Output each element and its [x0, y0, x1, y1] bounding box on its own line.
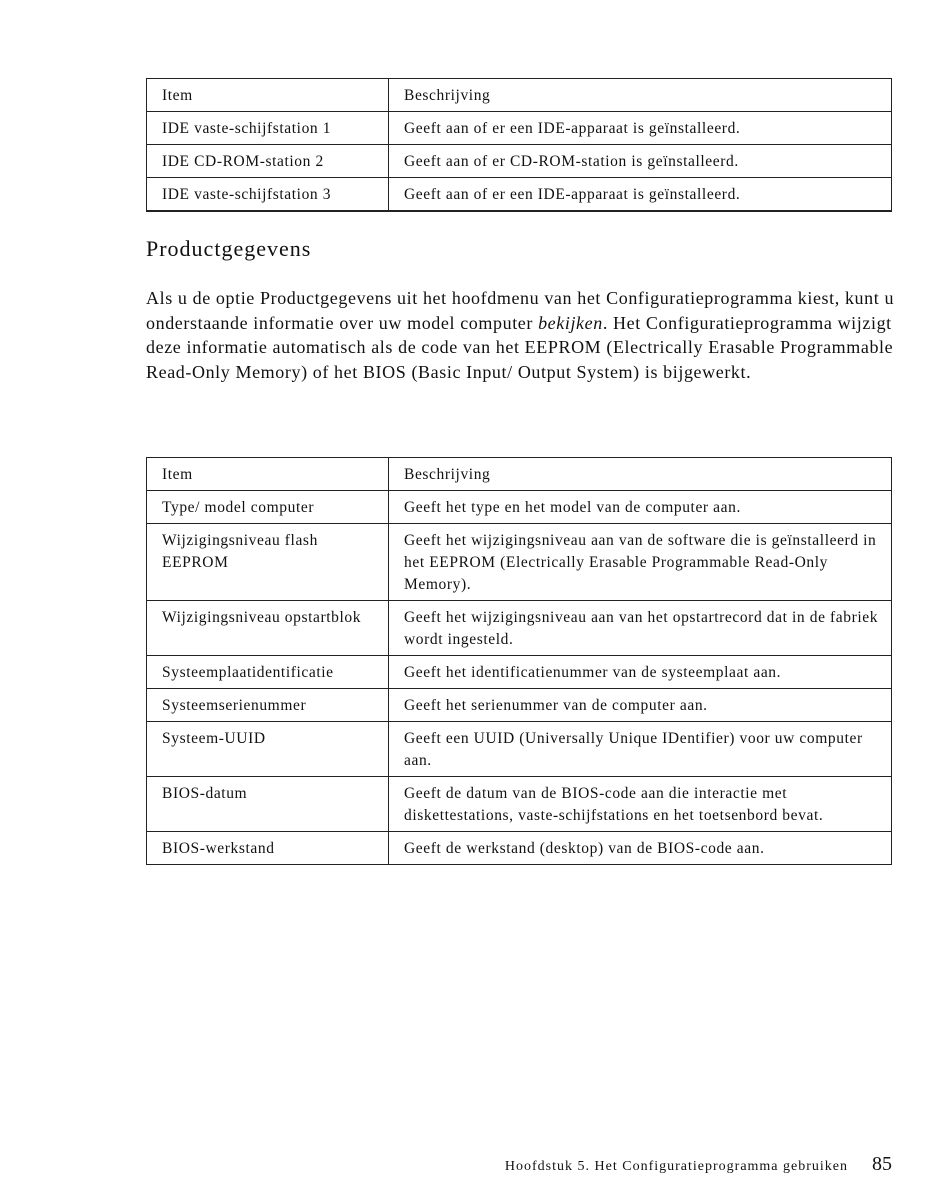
table-row [147, 112, 892, 145]
cell-description: Geeft een UUID (Universally Unique IDentifier) voor uw computer aan. [389, 722, 892, 777]
cell-item: BIOS-werkstand [147, 832, 389, 865]
page-number: 85 [872, 1153, 892, 1175]
header-item: Item [147, 458, 389, 491]
cell-description: Geeft aan of er een IDE-apparaat is geïnstalleerd. [389, 178, 892, 212]
section-paragraph [146, 286, 896, 384]
cell-item: Systeemplaatidentificatie [147, 656, 389, 689]
cell-item: IDE CD-ROM-station 2 [147, 145, 389, 178]
cell-description: Geeft aan of er een IDE-apparaat is geïnstalleerd. [389, 112, 892, 145]
footer-chapter: Hoofdstuk 5. Het Configuratieprogramma gebruiken [504, 1159, 848, 1174]
cell-description: Geeft het identificatienummer van de systeemplaat aan. [389, 656, 892, 689]
paragraph-text-end: . Het Configuratieprogramma wijzigt deze informatie automatisch als de code van het EEPROM (Electrically Erasable Programmable Read-Only Memory) of het BIOS (Basic Input/ Output System) is bijgewerkt. [146, 312, 894, 382]
cell-item: BIOS-datum [147, 777, 389, 832]
cell-item: Wijzigingsniveau flash EEPROM [147, 524, 389, 601]
table-row [147, 777, 892, 832]
paragraph-emphasis: bekijken [538, 312, 603, 333]
cell-item: IDE vaste-schijfstation 3 [147, 178, 389, 212]
header-description: Beschrijving [389, 79, 892, 112]
cell-item: Systeemserienummer [147, 689, 389, 722]
table-row [147, 656, 892, 689]
header-description: Beschrijving [389, 458, 892, 491]
table-header-row [147, 79, 892, 112]
cell-description: Geeft het serienummer van de computer aan. [389, 689, 892, 722]
cell-description: Geeft de werkstand (desktop) van de BIOS-code aan. [389, 832, 892, 865]
page-footer [505, 1153, 892, 1176]
table-header-row [147, 458, 892, 491]
cell-description: Geeft het wijzigingsniveau aan van het opstartrecord dat in de fabriek wordt ingesteld. [389, 601, 892, 656]
cell-description: Geeft aan of er CD-ROM-station is geïnstalleerd. [389, 145, 892, 178]
table-row [147, 689, 892, 722]
cell-description: Geeft het type en het model van de computer aan. [389, 491, 892, 524]
header-item: Item [147, 79, 389, 112]
cell-item: Type/ model computer [147, 491, 389, 524]
table-row [147, 491, 892, 524]
paragraph-text-start: Als u de optie Productgegevens uit het hoofdmenu van het Configuratieprogramma kiest, kunt u onderstaande informatie over uw model computer [146, 288, 895, 333]
table-row [147, 145, 892, 178]
cell-item: Systeem-UUID [147, 722, 389, 777]
table-row [147, 178, 892, 212]
cell-item: Wijzigingsniveau opstartblok [147, 601, 389, 656]
cell-item: IDE vaste-schijfstation 1 [147, 112, 389, 145]
section-heading: Productgegevens [146, 236, 312, 261]
table-row [147, 601, 892, 656]
drive-table [146, 78, 892, 212]
table-row [147, 722, 892, 777]
cell-description: Geeft het wijzigingsniveau aan van de software die is geïnstalleerd in het EEPROM (Electrically Erasable Programmable Read-Only Memory). [389, 524, 892, 601]
cell-description: Geeft de datum van de BIOS-code aan die interactie met diskettestations, vaste-schijfstations en het toetsenbord bevat. [389, 777, 892, 832]
table-row [147, 524, 892, 601]
product-info-table [146, 457, 892, 865]
table-row [147, 832, 892, 865]
